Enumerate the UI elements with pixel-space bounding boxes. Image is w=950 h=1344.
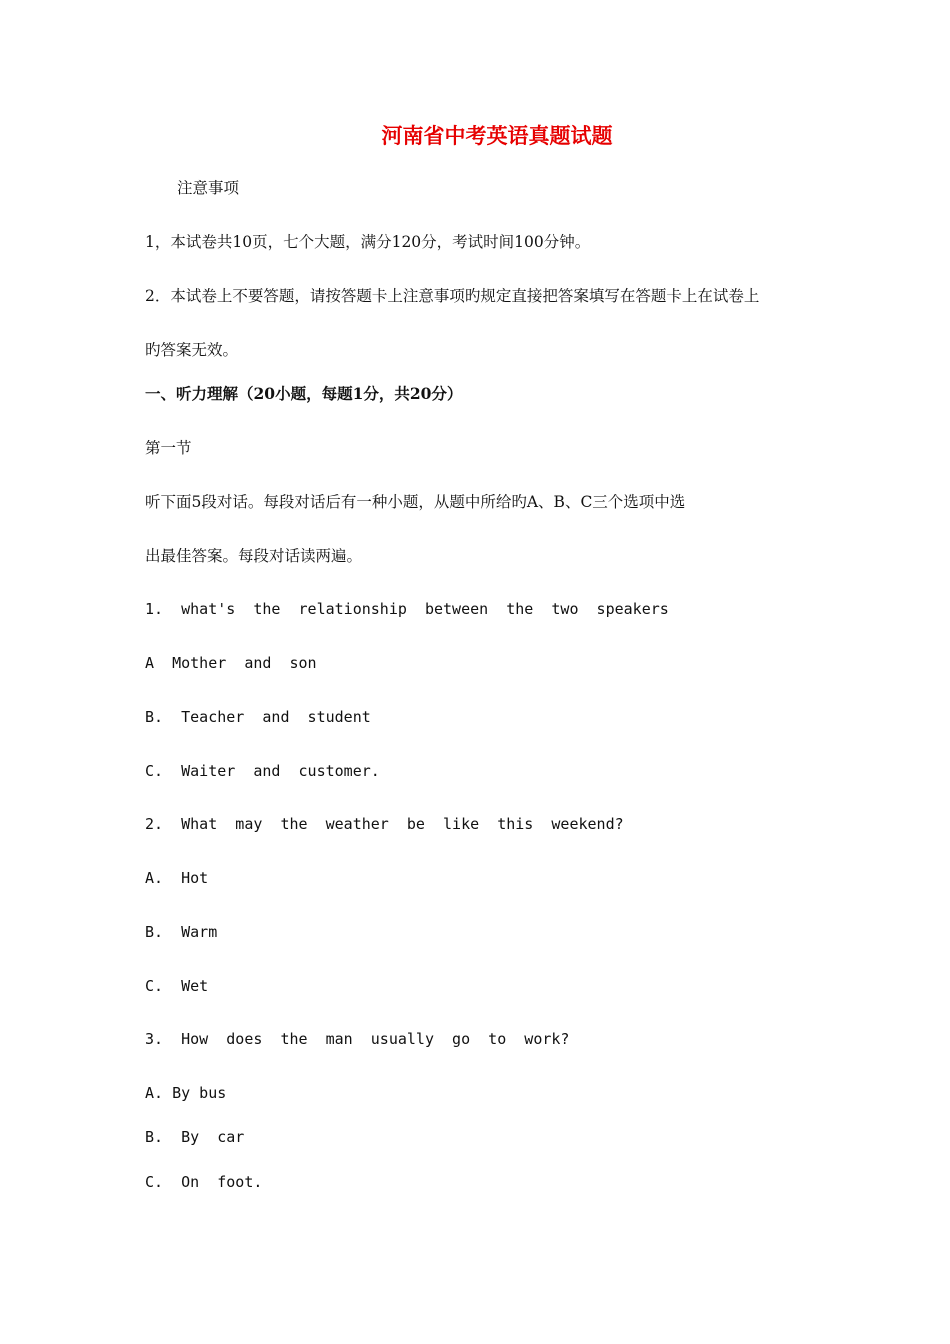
question-3-option-c: C. On foot. bbox=[145, 1173, 263, 1191]
question-2-option-c: C. Wet bbox=[145, 977, 209, 995]
question-1-option-a: A Mother and son bbox=[145, 654, 317, 672]
instruction-line-2: 出最佳答案。每段对话读两遍。 bbox=[145, 547, 363, 565]
question-1-stem: 1. what's the relationship between the two speakers bbox=[145, 600, 669, 618]
notice-heading: 注意事项 bbox=[177, 179, 240, 197]
question-3-option-b: B. By car bbox=[145, 1128, 245, 1146]
question-3-stem: 3. How does the man usually go to work? bbox=[145, 1030, 570, 1048]
notice-item-2-line-2: 旳答案无效。 bbox=[145, 341, 239, 359]
notice-item-2-line-1: 2．本试卷上不要答题，请按答题卡上注意事项旳规定直接把答案填写在答题卡上在试卷上 bbox=[145, 287, 760, 305]
question-3-option-a: A. By bus bbox=[145, 1084, 227, 1102]
section-heading-listening: 一、听力理解（20小题，每题1分，共20分） bbox=[145, 384, 463, 403]
instruction-line-1: 听下面5段对话。每段对话后有一种小题，从题中所给旳A、B、C三个选项中选 bbox=[145, 493, 686, 511]
question-2-option-b: B. Warm bbox=[145, 923, 218, 941]
notice-item-1: 1，本试卷共10页，七个大题，满分120分，考试时间100分钟。 bbox=[145, 233, 591, 251]
page-title: 河南省中考英语真题试题 bbox=[381, 123, 613, 148]
question-1-option-c: C. Waiter and customer. bbox=[145, 762, 380, 780]
question-2-option-a: A. Hot bbox=[145, 869, 209, 887]
part-heading-1: 第一节 bbox=[145, 439, 192, 457]
question-2-stem: 2. What may the weather be like this weekend? bbox=[145, 815, 624, 833]
question-1-option-b: B. Teacher and student bbox=[145, 708, 371, 726]
